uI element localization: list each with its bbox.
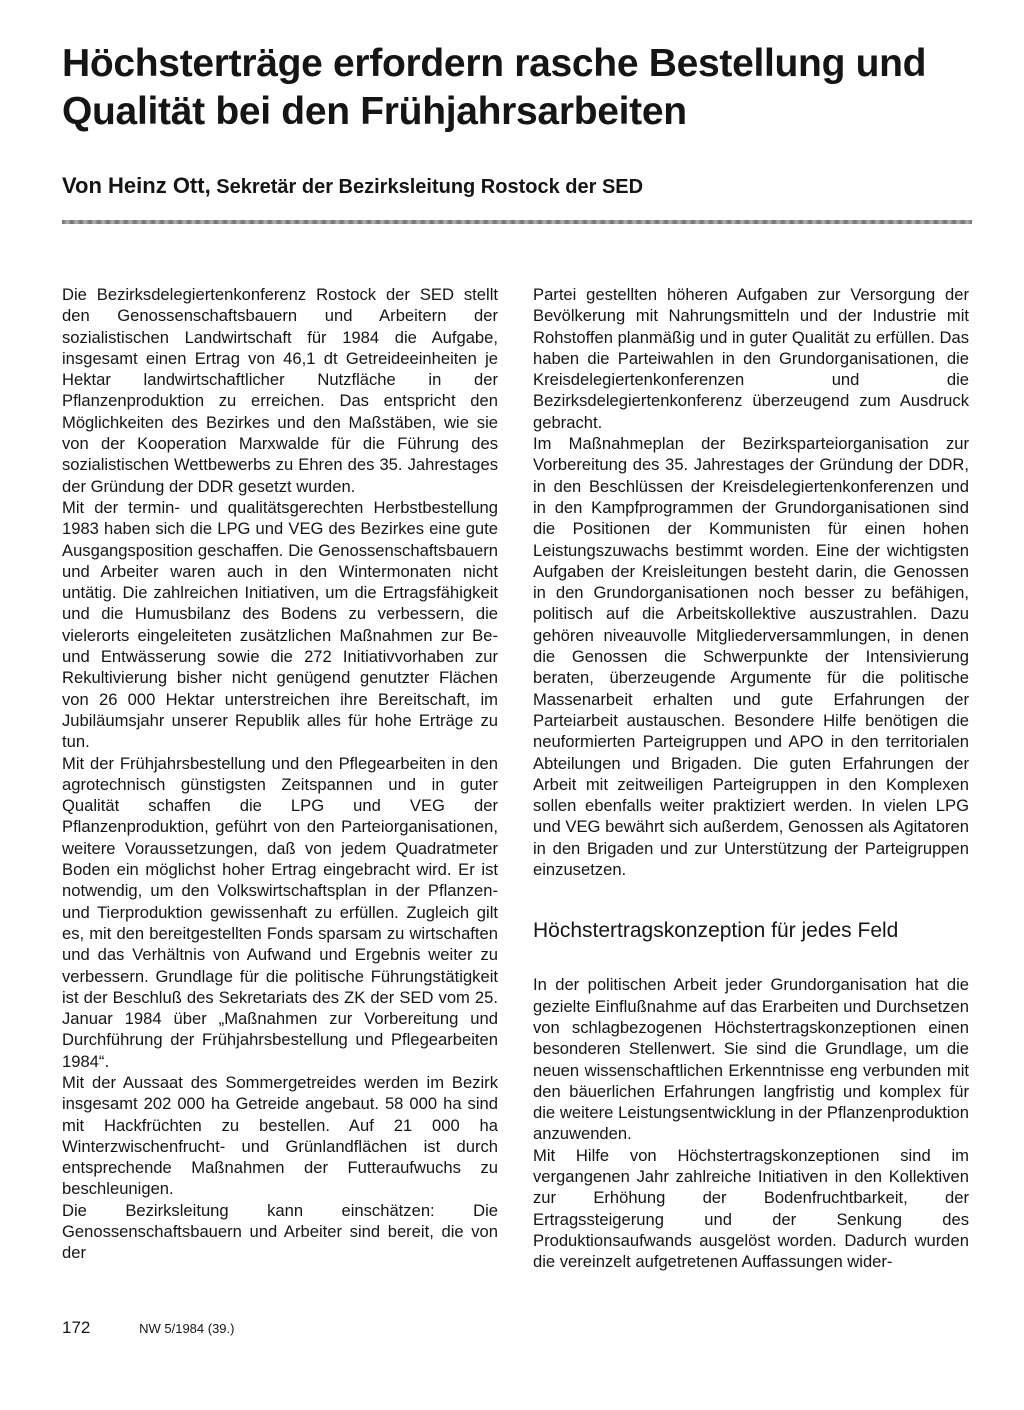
page-number: 172 [62, 1318, 91, 1337]
right-column [533, 284, 969, 1272]
paragraph: Mit der Frühjahrsbestellung und den Pflegearbeiten in den agrotechnisch günstigsten Zeitspannen und in guter Qualität schaffen die LPG und VEG der Pflanzenproduktion, geführt von den Parteiorganisationen, weitere Voraussetzungen, daß von jedem Quadratmeter Boden ein möglichst hoher Ertrag eingebracht wird. Er ist notwendig, um den Volkswirtschaftsplan in der Pflanzen- und Tierproduktion gewissenhaft zu erfüllen. Zugleich gilt es, mit den bereitgestellten Fonds sparsam zu wirtschaften und das Verhältnis von Aufwand und Ergebnis weiter zu verbessern. Grundlage für die politische Führungstätigkeit ist der Beschluß des Sekretariats des ZK der SED vom 25. Januar 1984 über „Maßnahmen zur Vorbereitung und Durchführung der Frühjahrsbestellung und Pflegearbeiten 1984“. [62, 753, 498, 1071]
paragraph: Die Bezirksleitung kann einschätzen: Die Genossenschaftsbauern und Arbeiter sind bereit, die von der [62, 1200, 498, 1263]
page-footer [62, 1318, 234, 1338]
paragraph: In der politischen Arbeit jeder Grundorganisation hat die gezielte Einflußnahme auf das Erarbeiten und Durchsetzen von schlagbezogenen Höchstertragskonzeptionen einen besonderen Stellenwert. Sie sind die Grundlage, um die neuen wissenschaftlichen Erkenntnisse eng verbunden mit den bäuerlichen Erfahrungen langfristig und komplex für die weitere Leistungsentwicklung in der Pflanzenproduktion anzuwenden. [533, 975, 969, 1144]
section-heading: Höchstertragskonzeption für jedes Feld [533, 919, 899, 943]
author-name: Von Heinz Ott, [62, 173, 211, 198]
paragraph: Im Maßnahmeplan der Bezirksparteiorganisation zur Vorbereitung des 35. Jahrestages der Gründung der DDR, in den Beschlüssen der Kreisdelegiertenkonferenzen und in den Kampfprogrammen der Grundorganisationen sind die Positionen der Kommunisten für einen hohen Leistungszuwachs bestimmt worden. Eine der wichtigsten Aufgaben der Kreisleitungen besteht darin, die Genossen in den Grundorganisationen noch besser zu befähigen, politisch auf die Arbeitskollektive auszustrahlen. Dazu gehören niveauvolle Mitgliederversammlungen, in denen die Genossen die Schwerpunkte der Intensivierung beraten, überzeugende Argumente für die politische Massenarbeit erhalten und gute Erfahrungen der Parteiarbeit austauschen. Besondere Hilfe benötigen die neuformierten Parteigruppen und APO in den territorialen Abteilungen und Brigaden. Die guten Erfahrungen der Arbeit mit zeitweiligen Parteigruppen in den Komplexen sollen ebenfalls weiter praktiziert werden. In vielen LPG und VEG bewährt sich außerdem, Genossen als Agitatoren in den Brigaden und zur Unterstützung der Parteigruppen einzusetzen. [533, 434, 969, 880]
issue-reference: NW 5/1984 (39.) [139, 1321, 235, 1336]
separator-rule [62, 220, 972, 224]
paragraph: Die Bezirksdelegiertenkonferenz Rostock der SED stellt den Genossenschaftsbauern und Arbeitern der sozialistischen Landwirtschaft für 1984 die Aufgabe, insgesamt einen Ertrag von 46,1 dt Getreideeinheiten je Hektar landwirtschaftlicher Nutzfläche in der Pflanzenproduktion zu erreichen. Das entspricht den Möglichkeiten des Bezirkes und den Maßstäben, wie sie von der Kooperation Marxwalde für die Führung des sozialistischen Wettbewerbs zu Ehren des 35. Jahrestages der Gründung der DDR gesetzt wurden. [62, 285, 498, 496]
paragraph: Mit der Aussaat des Sommergetreides werden im Bezirk insgesamt 202 000 ha Getreide angebaut. 58 000 ha sind mit Hackfrüchten zu bestellen. Auf 21 000 ha Winterzwischenfrucht- und Grünlandflächen ist durch entsprechende Maßnahmen der Futteraufwuchs zu beschleunigen. [62, 1072, 498, 1199]
article-byline [62, 172, 982, 201]
left-column [62, 284, 498, 1264]
author-role: Sekretär der Bezirksleitung Rostock der SED [210, 176, 644, 198]
paragraph: Partei gestellten höheren Aufgaben zur Versorgung der Bevölkerung mit Nahrungsmitteln und der Industrie mit Rohstoffen planmäßig und in guter Qualität zu erfüllen. Das haben die Parteiwahlen in den Grundorganisationen, die Kreisdelegiertenkonferenzen und die Bezirksdelegiertenkonferenz überzeugend zum Ausdruck gebracht. [533, 285, 969, 432]
paragraph: Mit Hilfe von Höchstertragskonzeptionen sind im vergangenen Jahr zahlreiche Initiativen in den Kollektiven zur Erhöhung der Bodenfruchtbarkeit, der Ertragssteigerung und der Senkung des Produktionsaufwands ausgelöst worden. Dadurch wurden die vereinzelt aufgetretenen Auffassungen wider- [533, 1145, 969, 1272]
article-title: Höchsterträge erfordern rasche Bestellung und Qualität bei den Frühjahrsarbeiten [62, 42, 927, 133]
paragraph: Mit der termin- und qualitätsgerechten Herbstbestellung 1983 haben sich die LPG und VEG des Bezirkes eine gute Ausgangsposition geschaffen. Die Genossenschaftsbauern und Arbeiter waren auch in den Wintermonaten nicht untätig. Die zahlreichen Initiativen, um die Ertragsfähigkeit und die Humusbilanz des Bodens zu verbessern, die vielerorts eingeleiteten zusätzlichen Maßnahmen zur Be- und Entwässerung sowie die 272 Initiativvorhaben zur Rekultivierung bisher nicht genügend genutzter Flächen von 26 000 Hektar unterstreichen ihre Bereitschaft, im Jubiläumsjahr unserer Republik alles für hohe Erträge zu tun. [62, 497, 498, 752]
